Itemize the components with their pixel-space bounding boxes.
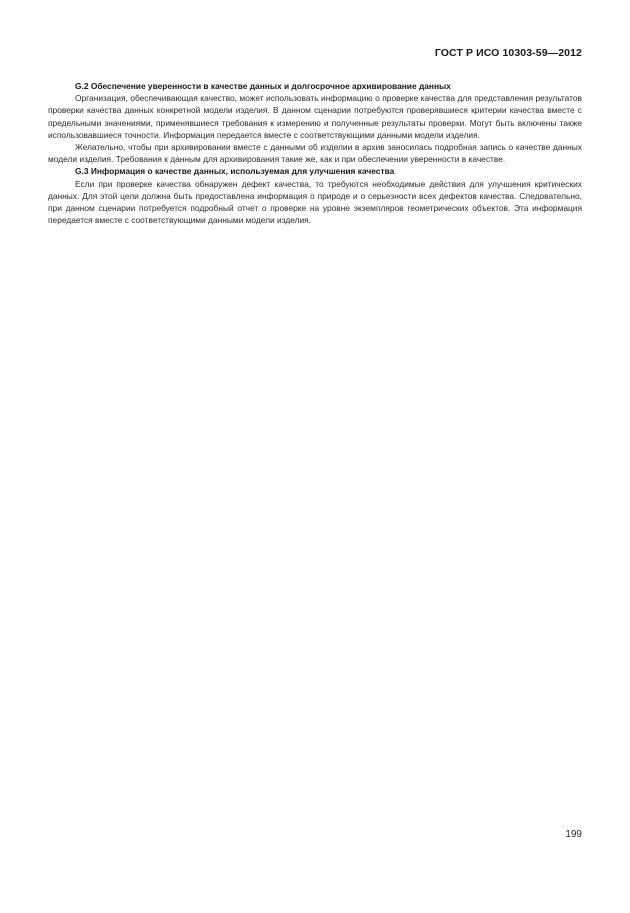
section-title-g2: G.2 Обеспечение уверенности в качестве данных и долгосрочное архивирование данных [75, 81, 451, 91]
page-body [48, 80, 582, 226]
standard-header: ГОСТ Р ИСО 10303-59—2012 [434, 47, 582, 59]
paragraph: Если при проверке качества обнаружен дефект качества, то требуются необходимые действия для улучшения критических данных. Для этой цели должна быть предоставлена информация о природе и о серьезности всех дефектов качества. Следовательно, при данном сценарии потребуется подробный отчет о проверке на уровне экземпляров геометрических объектов. Эта информация передается вместе с соответствующими данными модели изделия. [48, 178, 582, 226]
page-number: 199 [565, 829, 582, 840]
paragraph: Желательно, чтобы при архивировании вместе с данными об изделии в архив заносилась подробная запись о качестве данных модели изделия. Требования к данным для архивирования такие же, как и при обеспечении уверенности в качестве. [48, 142, 582, 165]
section-title-g3: G.3 Информация о качестве данных, используемая для улучшения качества [75, 166, 395, 177]
paragraph: Организация, обеспечивающая качество, может использовать информацию о проверке качества для представления результатов проверки качества данных конкретной модели изделия. В данном сценарии потребуются проверявшиеся критерии качества вместе с предельными значениями, применявшиеся требования к измерению и полученные результаты проверки. Могут быть включены также использовавшиеся точности. Информация передается вместе с соответствующими данными модели изделия. [48, 93, 582, 140]
